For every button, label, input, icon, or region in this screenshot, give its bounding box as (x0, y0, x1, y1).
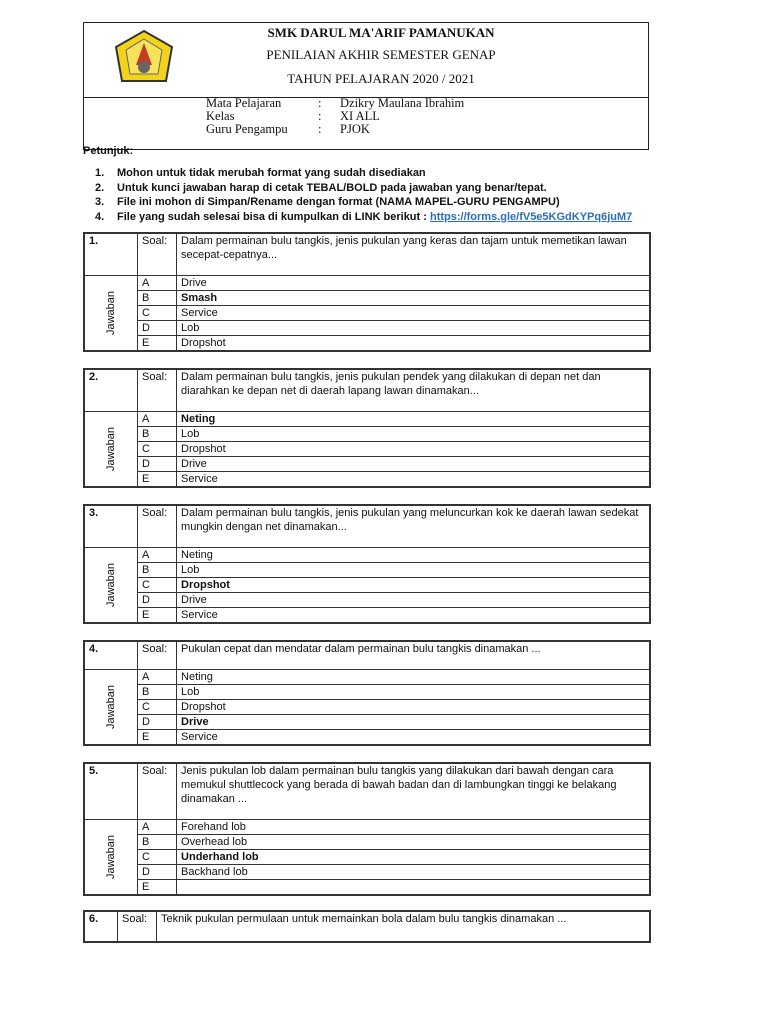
info-label: Mata Pelajaran (206, 96, 282, 110)
jawaban-label (85, 412, 138, 487)
answer-row (85, 276, 650, 291)
instructions-list (95, 166, 632, 224)
item-number: 3. (95, 196, 105, 208)
option-letter: B (138, 427, 177, 442)
instruction-item (95, 195, 632, 210)
option-letter: D (138, 715, 177, 730)
info-value: PJOK (340, 122, 370, 136)
soal-label: Soal: (138, 764, 177, 820)
option-text: Service (177, 608, 650, 623)
option-letter: E (138, 336, 177, 351)
answer-row (85, 880, 650, 895)
answer-row (85, 321, 650, 336)
info-label: Kelas (206, 109, 235, 123)
item-number: 2. (95, 181, 105, 194)
option-letter: A (138, 276, 177, 291)
option-letter: D (138, 321, 177, 336)
option-letter: B (138, 291, 177, 306)
answer-row (85, 685, 650, 700)
option-letter: C (138, 700, 177, 715)
answer-row (85, 835, 650, 850)
option-text: Service (177, 472, 650, 487)
option-letter: A (138, 820, 177, 835)
question-row (85, 642, 650, 670)
answer-row (85, 472, 650, 487)
question-row (85, 370, 650, 412)
question-text: Jenis pukulan lob dalam permainan bulu tangkis yang dilakukan dari bawah dengan cara memukul shuttlecock yang berada di bawah badan dan di lambungkan tinggi ke belakang dinamakan ... (177, 764, 650, 820)
option-letter: A (138, 670, 177, 685)
item-number: 4. (95, 210, 105, 223)
question-number: 4. (85, 642, 138, 670)
question-text: Dalam permainan bulu tangkis, jenis pukulan yang keras dan tajam untuk memetikan lawan secepat-cepatnya... (177, 234, 650, 276)
option-text: Neting (177, 670, 650, 685)
option-letter: B (138, 563, 177, 578)
answer-row (85, 715, 650, 730)
option-text: Backhand lob (177, 865, 650, 880)
option-letter: A (138, 548, 177, 563)
soal-label: Soal: (138, 370, 177, 412)
option-letter: A (138, 412, 177, 427)
option-letter: B (138, 685, 177, 700)
question-number: 6. (85, 912, 118, 942)
jawaban-text: Jawaban (105, 834, 118, 880)
academic-year: TAHUN PELAJARAN 2020 / 2021 (287, 71, 475, 86)
jawaban-label (85, 670, 138, 745)
instruction-item (95, 181, 632, 196)
item-text: Untuk kunci jawaban harap di cetak TEBAL/BOLD pada jawaban yang benar/tepat. (117, 181, 547, 194)
question-row (85, 912, 650, 942)
option-letter: D (138, 865, 177, 880)
option-text: Drive (177, 715, 650, 730)
question-row (85, 234, 650, 276)
option-letter: C (138, 306, 177, 321)
option-letter: D (138, 593, 177, 608)
answer-row (85, 820, 650, 835)
option-text: Lob (177, 321, 650, 336)
item-text: File ini mohon di Simpan/Rename dengan format (NAMA MAPEL-GURU PENGAMPU) (117, 196, 560, 208)
option-text (177, 880, 650, 895)
instruction-item (95, 210, 632, 225)
option-letter: C (138, 578, 177, 593)
question-text: Pukulan cepat dan mendatar dalam permainan bulu tangkis dinamakan ... (177, 642, 650, 670)
answer-row (85, 608, 650, 623)
school-name: SMK DARUL MA'ARIF PAMANUKAN (267, 25, 495, 40)
answer-row (85, 427, 650, 442)
question-text: Dalam permainan bulu tangkis, jenis pukulan yang meluncurkan kok ke daerah lawan sedekat mungkin dengan net dinamakan... (177, 506, 650, 548)
info-label: Guru Pengampu (206, 122, 288, 136)
answer-row (85, 412, 650, 427)
answer-row (85, 578, 650, 593)
option-text: Lob (177, 563, 650, 578)
item-text: Mohon untuk tidak merubah format yang sudah disediakan (117, 167, 426, 179)
option-letter: C (138, 442, 177, 457)
answer-row (85, 548, 650, 563)
option-text: Dropshot (177, 700, 650, 715)
info-row (206, 97, 464, 110)
soal-label: Soal: (118, 912, 157, 942)
info-value: Dzikry Maulana Ibrahim (340, 96, 465, 110)
question-block (83, 910, 651, 943)
option-text: Service (177, 730, 650, 745)
soal-label: Soal: (138, 642, 177, 670)
info-sep: : (318, 122, 322, 136)
question-number: 2. (85, 370, 138, 412)
answer-row (85, 670, 650, 685)
question-number: 3. (85, 506, 138, 548)
form-link[interactable]: https://forms.gle/fV5e5KGdKYPq6juM7 (429, 210, 633, 223)
soal-label: Soal: (138, 234, 177, 276)
jawaban-text: Jawaban (105, 684, 118, 730)
question-text: Teknik pukulan permulaan untuk memainkan bola dalam bulu tangkis dinamakan ... (157, 912, 650, 942)
option-text: Smash (177, 291, 650, 306)
answer-row (85, 700, 650, 715)
answer-row (85, 306, 650, 321)
option-text: Lob (177, 685, 650, 700)
question-row (85, 506, 650, 548)
instructions-title: Petunjuk: (83, 145, 134, 157)
info-sep: : (318, 109, 322, 123)
question-block (83, 504, 651, 624)
option-text: Drive (177, 276, 650, 291)
option-text: Drive (177, 457, 650, 472)
option-text: Dropshot (177, 336, 650, 351)
info-value: XI ALL (340, 109, 380, 123)
jawaban-label (85, 276, 138, 351)
option-letter: C (138, 850, 177, 865)
option-letter: E (138, 730, 177, 745)
info-block (206, 97, 464, 136)
answer-row (85, 291, 650, 306)
question-block (83, 232, 651, 352)
jawaban-label (85, 820, 138, 895)
option-text: Underhand lob (177, 850, 650, 865)
soal-label: Soal: (138, 506, 177, 548)
question-number: 5. (85, 764, 138, 820)
answer-row (85, 730, 650, 745)
option-letter: D (138, 457, 177, 472)
option-letter: E (138, 880, 177, 895)
option-text: Dropshot (177, 442, 650, 457)
jawaban-label (85, 548, 138, 623)
option-text: Lob (177, 427, 650, 442)
answer-row (85, 457, 650, 472)
option-text: Overhead lob (177, 835, 650, 850)
exam-title: PENILAIAN AKHIR SEMESTER GENAP (266, 47, 496, 62)
info-row (206, 123, 464, 136)
answer-row (85, 442, 650, 457)
option-text: Service (177, 306, 650, 321)
item-text: File yang sudah selesai bisa di kumpulkan di LINK berikut : (117, 210, 430, 223)
option-text: Dropshot (177, 578, 650, 593)
option-letter: E (138, 608, 177, 623)
option-letter: B (138, 835, 177, 850)
answer-row (85, 336, 650, 351)
question-block (83, 762, 651, 896)
question-row (85, 764, 650, 820)
option-text: Forehand lob (177, 820, 650, 835)
answer-row (85, 593, 650, 608)
option-text: Drive (177, 593, 650, 608)
question-number: 1. (85, 234, 138, 276)
item-number: 1. (95, 167, 105, 179)
jawaban-text: Jawaban (105, 562, 118, 608)
document-header (83, 22, 649, 150)
question-text: Dalam permainan bulu tangkis, jenis pukulan pendek yang dilakukan di depan net dan diarahkan ke depan net di daerah lapang lawan dinamakan... (177, 370, 650, 412)
option-text: Neting (177, 548, 650, 563)
question-block (83, 368, 651, 488)
option-text: Neting (177, 412, 650, 427)
jawaban-text: Jawaban (105, 426, 118, 472)
instruction-item (95, 166, 632, 181)
jawaban-text: Jawaban (105, 290, 118, 336)
answer-row (85, 563, 650, 578)
answer-row (85, 850, 650, 865)
answer-row (85, 865, 650, 880)
question-block (83, 640, 651, 746)
info-sep: : (318, 96, 322, 110)
option-letter: E (138, 472, 177, 487)
